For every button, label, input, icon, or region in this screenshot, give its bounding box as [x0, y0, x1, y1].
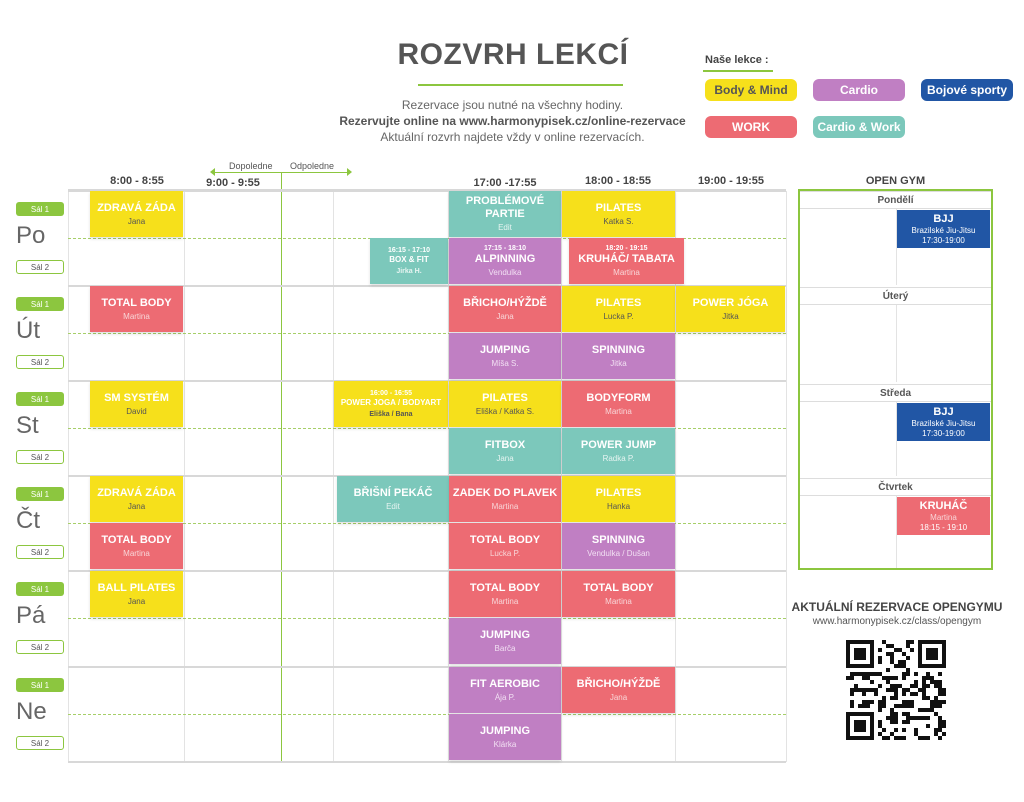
class-cell[interactable] [562, 381, 675, 427]
class-name: PILATES [595, 201, 642, 214]
class-name: BŘICHO/HÝŽDĚ [576, 677, 661, 690]
morning-label: Dopoledne [229, 161, 273, 171]
room-divider [68, 618, 786, 619]
col-header-19: 19:00 - 19:55 [697, 175, 765, 187]
class-cell[interactable] [90, 381, 183, 427]
class-cell[interactable] [449, 523, 561, 569]
room-divider [68, 714, 786, 715]
opengym-entry-name: BJJ [933, 405, 954, 418]
class-cell[interactable] [90, 476, 183, 522]
class-name: ALPINNING [474, 253, 536, 265]
class-trainer: Jitka [722, 311, 739, 321]
class-cell[interactable] [562, 523, 675, 569]
class-name: SPINNING [591, 343, 646, 356]
class-name: PILATES [595, 486, 642, 499]
class-name: BALL PILATES [97, 581, 176, 594]
day-row-divider [68, 666, 786, 668]
class-cell[interactable] [449, 238, 561, 284]
class-trainer: Martina [123, 548, 150, 558]
class-cell[interactable] [449, 286, 561, 332]
opengym-entry-time: 18:15 - 19:10 [919, 522, 968, 532]
room-label-1: Sál 1 [16, 297, 64, 311]
class-trainer: Jitka [610, 358, 627, 368]
class-cell[interactable] [334, 381, 448, 427]
qr-code-icon[interactable] [846, 640, 946, 740]
opengym-day-header: Čtvrtek [800, 478, 991, 496]
col-header-17: 17:00 -17:55 [473, 177, 537, 189]
day-label: Út [16, 317, 40, 344]
class-name: PILATES [595, 296, 642, 309]
day-label: Ne [16, 698, 47, 725]
class-cell[interactable] [449, 476, 561, 522]
class-cell[interactable] [449, 381, 561, 427]
class-cell[interactable] [449, 714, 561, 760]
room-label-1: Sál 1 [16, 202, 64, 216]
info-line-2: Rezervujte online na www.harmonypisek.cz/online-rezervace [339, 114, 686, 128]
class-name: FIT AEROBIC [470, 677, 540, 690]
class-name: ZDRAVÁ ZÁDA [97, 486, 176, 499]
class-time: 17:15 - 18:10 [483, 245, 527, 252]
class-name: PILATES [482, 391, 528, 404]
opengym-entry-sub: Martina [930, 512, 957, 522]
opengym-day-header: Úterý [800, 287, 991, 305]
room-label-1: Sál 1 [16, 678, 64, 692]
class-cell[interactable] [370, 238, 448, 284]
qr-title: AKTUÁLNÍ REZERVACE OPENGYMU [791, 600, 1003, 614]
class-trainer: Jana [496, 453, 514, 463]
class-cell[interactable] [562, 333, 675, 379]
opengym-day-header: Pondělí [800, 191, 991, 209]
class-trainer: David [126, 406, 147, 416]
class-trainer: Lucka P. [603, 311, 634, 321]
room-label-2: Sál 2 [16, 640, 64, 654]
opengym-entry-time: 17:30-19:00 [922, 428, 965, 438]
class-trainer: Katka S. [603, 216, 634, 226]
legend-pill: Bojové sporty [921, 79, 1013, 101]
opengym-entry[interactable] [897, 403, 990, 441]
opengym-entry-time: 17:30-19:00 [922, 235, 965, 245]
arrow-left-icon [210, 168, 215, 176]
class-name: KRUHÁČ/ TABATA [578, 253, 675, 265]
day-label: Po [16, 222, 46, 249]
room-label-1: Sál 1 [16, 392, 64, 406]
class-trainer: Eliška / Katka S. [475, 406, 535, 416]
class-trainer: Jana [127, 596, 146, 606]
class-time: 16:00 - 16:55 [369, 389, 413, 397]
class-name: BŘICHO/HÝŽDĚ [463, 296, 547, 309]
info-line-1: Rezervace jsou nutné na všechny hodiny. [401, 98, 624, 112]
opengym-entry-sub: Brazilské Jiu-Jitsu [911, 225, 976, 235]
class-name: ZADEK DO PLAVEK [452, 486, 558, 499]
legend-pill: Cardio & Work [813, 116, 905, 138]
opengym-entry[interactable] [897, 210, 990, 248]
grid-bottom-line [68, 761, 786, 763]
class-cell[interactable] [90, 191, 183, 237]
class-trainer: Lucka P. [489, 548, 521, 558]
class-cell[interactable] [562, 667, 675, 713]
morning-arrow [214, 172, 281, 173]
afternoon-label: Odpoledne [290, 161, 335, 171]
class-cell[interactable] [90, 523, 183, 569]
class-name: JUMPING [479, 724, 531, 737]
class-cell[interactable] [562, 428, 675, 474]
legend-pill: Cardio [813, 79, 905, 101]
class-trainer: Míša S. [491, 358, 519, 368]
class-cell[interactable] [449, 618, 561, 664]
qr-url[interactable]: www.harmonypisek.cz/class/opengym [812, 616, 982, 627]
day-label: St [16, 412, 39, 439]
class-cell[interactable] [569, 238, 684, 284]
class-trainer: Jana [127, 216, 146, 226]
class-cell[interactable] [90, 286, 183, 332]
dayparts-divider [281, 172, 282, 762]
class-trainer: Martina [605, 406, 632, 416]
class-time: 16:15 - 17:10 [387, 246, 431, 254]
col-header-18: 18:00 - 18:55 [584, 175, 652, 187]
class-name: TOTAL BODY [101, 533, 172, 546]
legend-underline [703, 70, 773, 72]
opengym-column-line [896, 305, 897, 382]
class-name: TOTAL BODY [583, 581, 654, 594]
opengym-entry-name: KRUHÁČ [919, 499, 968, 512]
class-trainer: Ája P. [494, 692, 516, 702]
room-label-1: Sál 1 [16, 487, 64, 501]
class-name: JUMPING [479, 628, 531, 641]
class-trainer: Barča [494, 643, 516, 653]
class-name: FITBOX [484, 438, 526, 451]
room-label-1: Sál 1 [16, 582, 64, 596]
class-trainer: Eliška / Bana [369, 410, 413, 418]
class-trainer: Hanka [606, 501, 631, 511]
class-trainer: Edit [498, 223, 512, 232]
class-trainer: Martina [491, 596, 519, 606]
class-name: POWER JUMP [580, 438, 657, 451]
class-name: BŘIŠNÍ PEKÁČ [353, 486, 433, 499]
class-name: TOTAL BODY [469, 581, 541, 594]
class-name: JUMPING [479, 343, 531, 356]
class-time: 18:20 - 19:15 [605, 245, 648, 252]
class-trainer: Vendulka [488, 268, 522, 277]
room-label-2: Sál 2 [16, 355, 64, 369]
class-cell[interactable] [449, 191, 561, 237]
room-label-2: Sál 2 [16, 450, 64, 464]
class-cell[interactable] [449, 428, 561, 474]
class-trainer: Edit [386, 501, 400, 511]
opengym-entry-name: BJJ [933, 212, 954, 225]
class-trainer: Radka P. [602, 453, 635, 463]
room-label-2: Sál 2 [16, 260, 64, 274]
class-trainer: Martina [613, 268, 640, 277]
room-divider [68, 333, 786, 334]
class-trainer: Vendulka / Dušan [587, 548, 650, 558]
title-underline [418, 84, 623, 86]
class-name: POWER JÓGA [692, 296, 769, 309]
opengym-title: OPEN GYM [865, 175, 926, 187]
afternoon-arrow [281, 172, 347, 173]
col-header-9: 9:00 - 9:55 [206, 177, 260, 189]
class-cell[interactable] [562, 571, 675, 617]
class-cell[interactable] [90, 571, 183, 617]
class-trainer: Martina [605, 596, 632, 606]
class-trainer: Jana [609, 692, 628, 702]
class-name: SM SYSTÉM [104, 391, 169, 404]
opengym-day-header: Středa [800, 384, 991, 402]
class-name: TOTAL BODY [101, 296, 172, 309]
day-label: Čt [16, 507, 40, 534]
class-name: BOX & FIT [389, 254, 429, 264]
class-cell[interactable] [562, 191, 675, 237]
class-cell[interactable] [337, 476, 449, 522]
class-trainer: Martina [123, 311, 150, 321]
day-label: Pá [16, 602, 46, 629]
class-cell[interactable] [449, 333, 561, 379]
legend-pill: WORK [705, 116, 797, 138]
class-cell[interactable] [562, 476, 675, 522]
class-cell[interactable] [676, 286, 785, 332]
class-name: TOTAL BODY [469, 533, 541, 546]
grid-column-line [786, 191, 787, 762]
class-cell[interactable] [449, 667, 561, 713]
room-label-2: Sál 2 [16, 736, 64, 750]
opengym-entry-sub: Brazilské Jiu-Jitsu [911, 418, 976, 428]
class-name: POWER JOGA / BODYART [340, 397, 442, 407]
class-name: BODYFORM [586, 391, 651, 404]
legend-pill: Body & Mind [705, 79, 797, 101]
opengym-entry[interactable] [897, 497, 990, 535]
arrow-right-icon [347, 168, 352, 176]
class-trainer: Martina [491, 501, 519, 511]
room-divider [68, 428, 786, 429]
class-name: ZDRAVÁ ZÁDA [97, 201, 176, 214]
room-label-2: Sál 2 [16, 545, 64, 559]
col-header-8: 8:00 - 8:55 [110, 175, 164, 187]
class-trainer: Jana [127, 501, 146, 511]
class-trainer: Jirka H. [396, 267, 422, 275]
class-trainer: Klárka [493, 739, 517, 749]
class-cell[interactable] [449, 571, 561, 617]
class-name: SPINNING [591, 533, 646, 546]
legend-title: Naše lekce : [705, 54, 769, 66]
class-name: PROBLÉMOVÉ PARTIE [465, 195, 545, 220]
info-line-3: Aktuální rozvrh najdete vždy v online rezervacích. [380, 130, 645, 144]
page-title: ROZVRH LEKCÍ [397, 38, 629, 71]
class-trainer: Jana [496, 311, 514, 321]
class-cell[interactable] [562, 286, 675, 332]
